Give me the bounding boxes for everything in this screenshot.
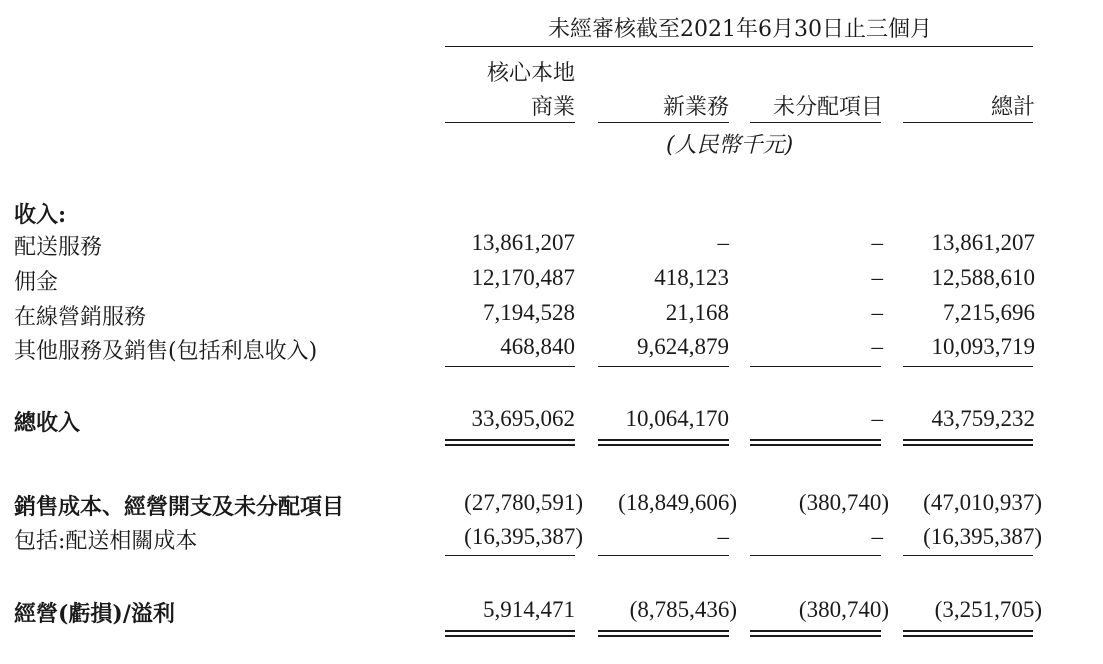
- revenue-heading: 收入:: [14, 202, 67, 228]
- row-total-revenue-v2: 10,064,170: [625, 406, 729, 431]
- row-operating-v3: (380,740): [798, 597, 889, 622]
- row-commission-v4: 12,588,610: [931, 265, 1035, 290]
- row-delivery-v1: 13,861,207: [471, 230, 575, 255]
- unit-label: (人民幣千元): [666, 133, 794, 158]
- operating-double-rule-col2: [598, 630, 729, 637]
- cost-rule-col1: [445, 555, 575, 556]
- row-delivery-label: 配送服務: [14, 235, 103, 260]
- row-delivery-v4: 13,861,207: [931, 230, 1035, 255]
- cost-rule-col4: [903, 555, 1033, 556]
- operating-double-rule-col4: [903, 630, 1033, 637]
- row-cost-v4: (47,010,937): [923, 490, 1042, 515]
- col2-header-rule: [598, 122, 729, 123]
- row-commission-label: 佣金: [14, 270, 59, 295]
- row-online-marketing-v3: –: [871, 300, 883, 325]
- row-total-revenue-label: 總收入: [14, 410, 81, 436]
- cost-rule-col2: [598, 555, 729, 556]
- cost-rule-col3: [750, 555, 881, 556]
- row-cost-label: 銷售成本、經營開支及未分配項目: [14, 494, 345, 520]
- operating-double-rule-col3: [750, 630, 881, 637]
- row-including-v2: –: [717, 524, 729, 549]
- subtotal-rule-col1: [445, 366, 575, 367]
- col1-header-line1: 核心本地: [486, 61, 575, 86]
- col3-header: 未分配項目: [772, 95, 883, 120]
- period-header: 未經審核截至2021年6月30日止三個月: [548, 17, 932, 42]
- row-online-marketing-v1: 7,194,528: [483, 300, 575, 325]
- row-online-marketing-label: 在線營銷服務: [14, 305, 147, 330]
- col4-header-rule: [903, 122, 1033, 123]
- row-including-v1: (16,395,387): [464, 524, 583, 549]
- row-cost-v2: (18,849,606): [618, 490, 737, 515]
- row-other-v4: 10,093,719: [931, 334, 1035, 359]
- row-total-revenue-v4: 43,759,232: [931, 406, 1035, 431]
- row-online-marketing-v2: 21,168: [665, 300, 729, 325]
- col1-header-line2: 商業: [530, 95, 575, 120]
- total-double-rule-col1: [445, 439, 575, 446]
- subtotal-rule-col2: [598, 366, 729, 367]
- row-commission-v2: 418,123: [654, 265, 729, 290]
- row-including-v4: (16,395,387): [923, 524, 1042, 549]
- row-including-v3: –: [871, 524, 883, 549]
- row-operating-v2: (8,785,436): [629, 597, 737, 622]
- row-total-revenue-v3: –: [871, 406, 883, 431]
- subtotal-rule-col4: [903, 366, 1033, 367]
- row-total-revenue-v1: 33,695,062: [471, 406, 575, 431]
- row-including-label: 包括:配送相關成本: [14, 529, 198, 554]
- row-other-label: 其他服務及銷售(包括利息收入): [14, 339, 318, 364]
- row-other-v3: –: [871, 334, 883, 359]
- row-operating-v4: (3,251,705): [934, 597, 1042, 622]
- col2-header: 新業務: [662, 95, 729, 120]
- col3-header-rule: [750, 122, 881, 123]
- row-delivery-v2: –: [717, 230, 729, 255]
- row-delivery-v3: –: [871, 230, 883, 255]
- total-double-rule-col4: [903, 439, 1033, 446]
- total-double-rule-col3: [750, 439, 881, 446]
- subtotal-rule-col3: [750, 366, 881, 367]
- total-double-rule-col2: [598, 439, 729, 446]
- row-commission-v3: –: [871, 265, 883, 290]
- row-commission-v1: 12,170,487: [471, 265, 575, 290]
- row-cost-v1: (27,780,591): [464, 490, 583, 515]
- row-other-v2: 9,624,879: [637, 334, 729, 359]
- col4-header: 總計: [990, 95, 1035, 120]
- row-operating-v1: 5,914,471: [483, 597, 575, 622]
- row-online-marketing-v4: 7,215,696: [943, 300, 1035, 325]
- row-operating-label: 經營(虧損)/溢利: [14, 601, 175, 627]
- header-rule: [445, 46, 1033, 47]
- row-cost-v3: (380,740): [798, 490, 889, 515]
- col1-header-rule: [445, 122, 575, 123]
- operating-double-rule-col1: [445, 630, 575, 637]
- row-other-v1: 468,840: [500, 334, 575, 359]
